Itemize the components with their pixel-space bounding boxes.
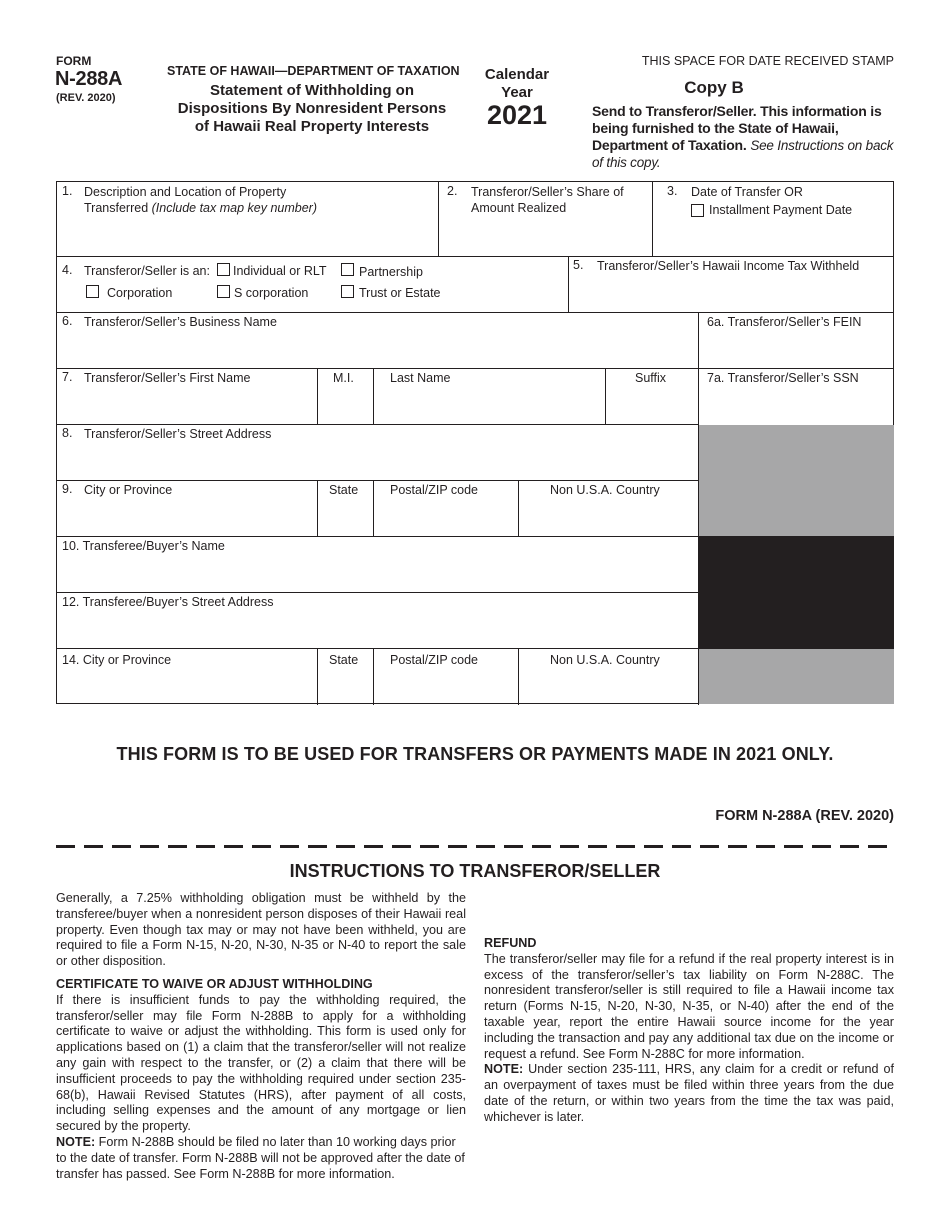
note-1-label: NOTE: — [56, 1134, 96, 1149]
field-6-number: 6. — [62, 314, 73, 328]
cut-line — [56, 845, 894, 848]
calendar-line: Calendar — [484, 66, 550, 83]
installment-date-checkbox[interactable] — [691, 204, 704, 217]
field-9-state-label[interactable]: State — [329, 483, 359, 497]
date-stamp-space: THIS SPACE FOR DATE RECEIVED STAMP — [641, 54, 894, 68]
send-bold-text: Send to Transferor/Seller. This information is being furnished to the State of Hawaii, Department of Taxation. — [592, 103, 882, 153]
usage-notice: THIS FORM IS TO BE USED FOR TRANSFERS OR PAYMENTS MADE IN 2021 ONLY. — [116, 744, 834, 764]
field-2-label-line: Amount Realized — [471, 201, 567, 215]
field-14-country-label[interactable]: Non U.S.A. Country — [550, 653, 660, 667]
field-7-number: 7. — [62, 370, 73, 384]
field-9-zip-label[interactable]: Postal/ZIP code — [390, 483, 479, 497]
field-6a-label[interactable]: 6a. Transferor/Seller’s FEIN — [707, 315, 862, 329]
agency-name: STATE OF HAWAII—DEPARTMENT OF TAXATION — [167, 64, 460, 78]
field-9-number: 9. — [62, 482, 73, 496]
form-grid — [56, 181, 894, 704]
note-1 — [56, 1135, 466, 1182]
calendar-label — [476, 66, 558, 102]
field-2-number: 2. — [447, 184, 458, 198]
copy-label: Copy B — [684, 78, 744, 97]
field-2-label-line: Transferor/Seller’s Share of — [471, 185, 624, 199]
instructions-intro: Generally, a 7.25% withholding obligation must be withheld by the transferee/buyer when a nonresident person disposes of their Hawaii real property. Even though tax may or may not have been withheld, you are required to file a Form N-15, N-20, N-30, N-35 or N-40 to report the sale or other disposition. — [56, 891, 466, 969]
field-12-label[interactable]: 12. Transferee/Buyer’s Street Address — [62, 595, 274, 609]
calendar-line: Year — [501, 84, 533, 101]
instructions-left-column — [56, 891, 466, 1182]
field-7-suffix-label[interactable]: Suffix — [635, 371, 667, 385]
send-instructions — [592, 103, 902, 171]
individual-checkbox[interactable] — [217, 263, 230, 276]
field-3-label[interactable]: Date of Transfer OR — [691, 185, 803, 199]
dark-shaded-area — [699, 536, 894, 649]
field-9-country-label[interactable]: Non U.S.A. Country — [550, 483, 660, 497]
partnership-checkbox[interactable] — [341, 263, 354, 276]
installment-date-label: Installment Payment Date — [709, 203, 853, 217]
note-2 — [484, 1062, 894, 1125]
corporation-label: Corporation — [107, 286, 173, 300]
form-label: FORM — [56, 54, 92, 68]
field-7-last-name-label[interactable]: Last Name — [390, 371, 451, 385]
field-1-number: 1. — [62, 184, 73, 198]
field-4-number: 4. — [62, 263, 73, 277]
s-corporation-label: S corporation — [234, 286, 309, 300]
individual-label: Individual or RLT — [233, 264, 327, 278]
trust-label: Trust or Estate — [359, 286, 441, 300]
title-line: Statement of Withholding on — [209, 82, 414, 99]
refund-body: The transferor/seller may file for a refund if the real property interest is in excess of the transferor/seller’s tax liability on Form N-288C. The nonresident transferor/seller is still required to file a Hawaii income tax return (Forms N-15, N-20, N-30, N-35, or N-40) after the end of the taxable year, report the entire Hawaii source income for the year including the transaction and pay any additional tax due on the income or request a refund. See Form N-288C for more information. — [484, 951, 894, 1061]
cert-body: If there is insufficient funds to pay the withholding required, the transferor/seller may file Form N-288B to apply for a withholding certificate to waive or adjust the withholding. This form is used only for applications based on (1) a claim that the transferor/seller will not realize any gain with respect to the transfer, or (2) a claim that there will be insufficient proceeds to pay the withholding required under section 235-68(b), Hawaii Revised Statutes (HRS), after payment of all costs, including selling expenses and the amount of any mortgage or lien secured by the property. — [56, 992, 466, 1134]
field-1-label-italic: (Include tax map key number) — [151, 201, 317, 215]
calendar-year: 2021 — [486, 100, 548, 130]
field-1-label-line — [84, 200, 317, 216]
field-10-label[interactable]: 10. Transferee/Buyer’s Name — [62, 539, 225, 553]
form-number: N-288A — [55, 68, 123, 90]
field-4-label: Transferor/Seller is an: — [84, 264, 210, 278]
field-5-label[interactable]: Transferor/Seller’s Hawaii Income Tax Withheld — [597, 259, 860, 273]
trust-checkbox[interactable] — [341, 285, 354, 298]
cert-heading: CERTIFICATE TO WAIVE OR ADJUST WITHHOLDING — [56, 976, 373, 991]
field-14-state-label[interactable]: State — [329, 653, 359, 667]
corporation-checkbox[interactable] — [86, 285, 99, 298]
s-corporation-checkbox[interactable] — [217, 285, 230, 298]
field-7a-label[interactable]: 7a. Transferor/Seller’s SSN — [707, 371, 859, 385]
field-14-label[interactable]: 14. City or Province — [62, 653, 172, 667]
title-line: of Hawaii Real Property Interests — [194, 118, 430, 135]
instructions-right-column — [484, 891, 894, 1126]
field-8-label[interactable]: Transferor/Seller’s Street Address — [84, 427, 272, 441]
note-2-label: NOTE: — [484, 1062, 524, 1077]
footer-form-number: FORM N-288A (REV. 2020) — [715, 808, 894, 824]
field-7-label[interactable]: Transferor/Seller’s First Name — [84, 371, 251, 385]
field-2-label[interactable] — [471, 184, 624, 216]
field-6-label[interactable]: Transferor/Seller’s Business Name — [84, 315, 277, 329]
shaded-area — [699, 425, 894, 536]
field-1-label-line: Description and Location of Property — [84, 185, 287, 199]
field-3-number: 3. — [667, 184, 678, 198]
shaded-area — [699, 649, 894, 704]
note-1-body: Form N-288B should be filed no later than 10 working days prior to the date of transfer. Form N-288B will not be approved after the date of transfer has passed. See Form N-288B for more information. — [56, 1134, 465, 1181]
field-9-label[interactable]: City or Province — [84, 483, 173, 497]
title-line: Dispositions By Nonresident Persons — [177, 100, 447, 117]
field-1-label[interactable] — [84, 184, 317, 216]
form-title — [160, 82, 464, 136]
instructions-title: INSTRUCTIONS TO TRANSFEROR/SELLER — [289, 861, 661, 881]
field-1-label-text: Transferred — [84, 201, 149, 215]
note-2-body: Under section 235-111, HRS, any claim for a credit or refund of an overpayment of taxes must be filed within three years from the due date of the return, or within two years from the time the tax was paid, whichever is later. — [484, 1062, 894, 1124]
field-14-zip-label[interactable]: Postal/ZIP code — [390, 653, 479, 667]
field-7-mi-label[interactable]: M.I. — [333, 371, 354, 385]
refund-heading: REFUND — [484, 936, 537, 950]
form-revision: (REV. 2020) — [56, 92, 116, 104]
field-8-number: 8. — [62, 426, 73, 440]
send-italic-text: See Instructions on back of this copy. — [592, 138, 894, 170]
partnership-label: Partnership — [359, 265, 423, 279]
field-5-number: 5. — [573, 258, 584, 272]
